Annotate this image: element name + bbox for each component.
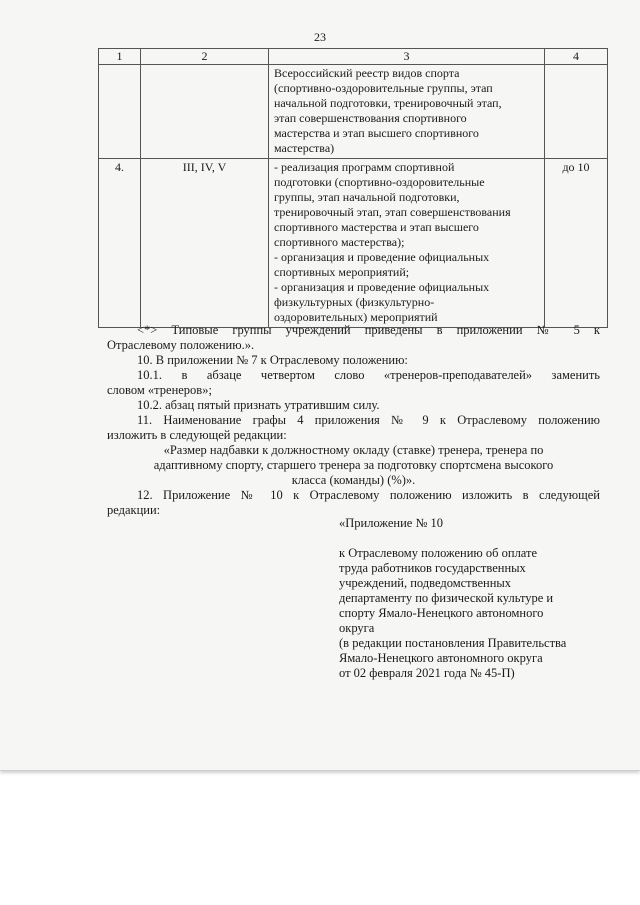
footnote-line: <*> Типовые группы учреждений приведены в приложении № 5 к [137, 323, 600, 337]
quote-line: адаптивному спорту, старшего тренера за подготовку спортсмена высокого [153, 458, 554, 472]
quote-line: «Размер надбавки к должностному окладу (ставке) тренера, тренера по [163, 443, 544, 457]
cell-text-line: мастерства) [274, 141, 335, 155]
group-cell: III, IV, V [141, 159, 269, 328]
table-cell-activities [269, 159, 545, 328]
body-text [107, 323, 600, 518]
table-cell [141, 65, 269, 159]
cell-text-line: спортивных мероприятий; [274, 265, 410, 279]
appendix-line: спорту Ямало-Ненецкого автономного [339, 606, 544, 620]
table-row [99, 159, 608, 328]
paragraph-11: 11. Наименование графы 4 приложения № 9 к Отраслевому положению [137, 413, 600, 427]
paragraph-10-2: 10.2. абзац пятый признать утратившим силу. [137, 398, 380, 412]
quote-line: класса (команды) (%)». [291, 473, 416, 487]
institutions-table [98, 48, 608, 328]
table-header-cell: 4 [545, 49, 608, 65]
cell-text-line: Всероссийский реестр видов спорта [274, 66, 460, 80]
appendix-line: (в редакции постановления Правительства [339, 636, 567, 650]
paragraph-10: 10. В приложении № 7 к Отраслевому положению: [137, 353, 408, 367]
spacer [339, 531, 609, 546]
appendix-line: учреждений, подведомственных [339, 576, 512, 590]
cell-text-line: (спортивно-оздоровительные группы, этап [274, 81, 493, 95]
bonus-value-cell: до 10 [545, 159, 608, 328]
table-cell [99, 65, 141, 159]
cell-text-line: мастерства и этап высшего спортивного [274, 126, 479, 140]
cell-text-line: начальной подготовки, тренировочный этап, [274, 96, 502, 110]
appendix-line: труда работников государственных [339, 561, 526, 575]
cell-text-line: тренировочный этап, этап совершенствования [274, 205, 511, 219]
table-header-cell: 1 [99, 49, 141, 65]
table-header-row [99, 49, 608, 65]
paragraph-10-1: 10.1. в абзаце четвертом слово «тренеров-преподавателей» заменить [137, 368, 600, 382]
cell-text-line: - организация и проведение официальных [274, 280, 490, 294]
table-cell-activities [269, 65, 545, 159]
paragraph-11-cont: изложить в следующей редакции: [107, 428, 287, 442]
table-row [99, 65, 608, 159]
paragraph-12: 12. Приложение № 10 к Отраслевому положению изложить в следующей [137, 488, 600, 502]
footnote-line: Отраслевому положению.». [107, 338, 255, 352]
table-cell [545, 65, 608, 159]
table-header-cell: 3 [269, 49, 545, 65]
appendix-line: департаменту по физической культуре и [339, 591, 554, 605]
appendix-line: округа [339, 621, 375, 635]
row-number-cell: 4. [99, 159, 141, 328]
paragraph-12-cont: редакции: [107, 503, 161, 517]
appendix-line: от 02 февраля 2021 года № 45-П) [339, 666, 515, 680]
cell-text-line: оздоровительных) мероприятий [274, 310, 438, 324]
table-header-cell: 2 [141, 49, 269, 65]
appendix-title: «Приложение № 10 [339, 516, 444, 530]
cell-text-line: группы, этап начальной подготовки, [274, 190, 460, 204]
cell-text-line: - реализация программ спортивной [274, 160, 455, 174]
cell-text-line: спортивного мастерства); [274, 235, 405, 249]
appendix-line: к Отраслевому положению об оплате [339, 546, 538, 560]
cell-text-line: - организация и проведение официальных [274, 250, 490, 264]
appendix-line: Ямало-Ненецкого автономного округа [339, 651, 543, 665]
cell-text-line: этап совершенствования спортивного [274, 111, 467, 125]
cell-text-line: физкультурных (физкультурно- [274, 295, 435, 309]
cell-text-line: подготовки (спортивно-оздоровительные [274, 175, 485, 189]
page-number: 23 [314, 30, 326, 44]
paragraph-10-1-cont: словом «тренеров»; [107, 383, 212, 397]
cell-text-line: спортивного мастерства и этап высшего [274, 220, 479, 234]
appendix-header [339, 516, 609, 681]
